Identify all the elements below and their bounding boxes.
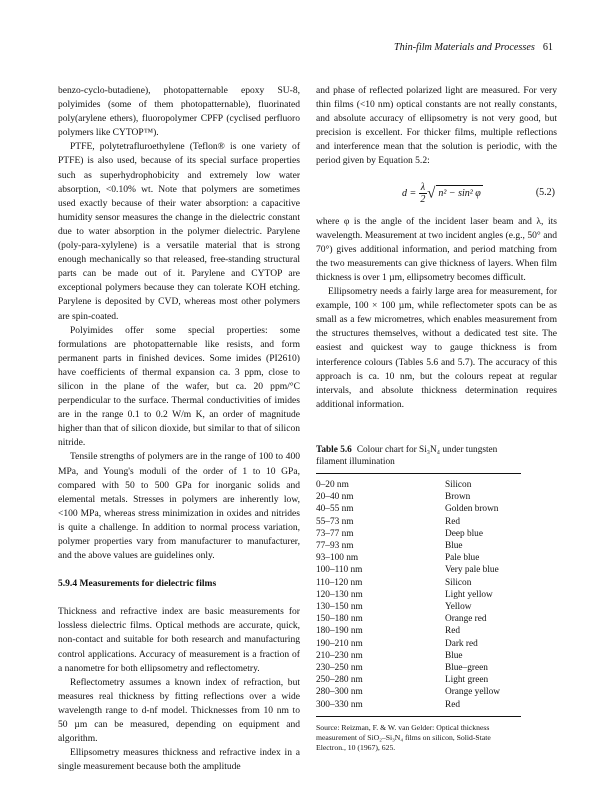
colour-cell: Silicon xyxy=(445,577,472,588)
table-caption-text: Colour chart for Si₃N₄ under tungsten filament illumination xyxy=(316,445,498,467)
thickness-cell: 55–73 nm xyxy=(316,516,354,527)
colour-cell: Brown xyxy=(445,492,471,503)
table-row xyxy=(316,503,521,515)
colour-cell: Orange red xyxy=(445,614,487,625)
paragraph: where φ is the angle of the incident laser beam and λ, its wavelength. Measurement at two incident angles (e.g., 50° and 70°) gives additional information, and period matching from the two measurements can give thickness of layers. When film thickness is over 1 µm, ellipsometry becomes difficult. xyxy=(316,215,557,283)
table-row xyxy=(316,540,521,552)
colour-cell: Very pale blue xyxy=(445,565,499,576)
thickness-cell: 210–230 nm xyxy=(316,650,363,661)
thickness-cell: 93–100 nm xyxy=(316,553,359,564)
thickness-cell: 73–77 nm xyxy=(316,528,354,539)
colour-cell: Blue xyxy=(445,541,463,552)
colour-cell: Yellow xyxy=(445,602,472,613)
table-row xyxy=(316,613,521,625)
paragraph: Ellipsometry needs a fairly large area for measurement, for example, 100 × 100 µm, while reflectometer spots can be as small as a few micrometres, which enables measurement from the structures themselves, without a dedicated test site. The easiest and quickest way to gauge thickness is from interference colours (Tables 5.6 and 5.7). The accuracy of this approach is ca. 10 nm, but the colours repeat at regular intervals, and absolute thickness determination requires additional information. xyxy=(316,286,557,410)
thickness-cell: 77–93 nm xyxy=(316,541,354,552)
running-title: Thin-film Materials and Processes xyxy=(393,42,535,53)
colour-cell: Red xyxy=(445,626,460,637)
thickness-cell: 0–20 nm xyxy=(316,480,349,490)
table-row xyxy=(316,686,521,698)
table-row xyxy=(316,528,521,540)
paragraph: and phase of reflected polarized light are measured. For very thin films (<10 nm) optical constants are not really constants, and absolute accuracy of ellipsometry is not very good, but precision is excellent. For thicker films, multiple reflections and interference mean that the solution is periodic, with the period given by Equation 5.2: xyxy=(316,85,557,167)
table-label: Table 5.6 xyxy=(316,445,352,455)
paragraph: Thickness and refractive index are basic measurements for lossless dielectric films. Optical methods are accurate, quick, non-contact and suitable for both research and manufacturing control applications. Accuracy of measurement is a fraction of a nanometre for both ellipsometry and reflectometry. xyxy=(58,606,300,674)
table-top-rule xyxy=(316,473,521,474)
colour-cell: Dark red xyxy=(445,638,478,649)
thickness-cell: 150–180 nm xyxy=(316,614,363,625)
table-5-6 xyxy=(316,444,521,753)
paragraph: benzo-cyclo-butadiene), photopatternable epoxy SU-8, polyimides (some of them photopatternable), fluorinated poly(arylene ethers), fluoropolymer CPFP (cyclised perfluoro polymers like CYTOP™). xyxy=(58,85,300,139)
colour-cell: Golden brown xyxy=(445,504,499,515)
table-row xyxy=(316,699,521,711)
colour-cell: Light yellow xyxy=(445,589,493,600)
table-row xyxy=(316,674,521,686)
table-row xyxy=(316,479,521,491)
colour-cell: Blue–green xyxy=(445,663,488,674)
table-row xyxy=(316,577,521,589)
table-row xyxy=(316,564,521,576)
table-row xyxy=(316,491,521,503)
thickness-cell: 190–210 nm xyxy=(316,638,363,649)
table-caption xyxy=(316,444,521,468)
equation-5-2 xyxy=(316,175,557,209)
thickness-cell: 40–55 nm xyxy=(316,504,354,515)
table-row xyxy=(316,662,521,674)
thickness-cell: 20–40 nm xyxy=(316,492,354,503)
table-row xyxy=(316,625,521,637)
left-column xyxy=(58,84,300,774)
paragraph: Reflectometry assumes a known index of refraction, but measures real thickness by fitting reflections over a wide wavelength range to d-nf model. Thicknesses from 10 nm to 50 µm can be measured, depending on equipment and algorithm. xyxy=(58,676,300,745)
thickness-cell: 250–280 nm xyxy=(316,675,363,686)
colour-cell: Deep blue xyxy=(445,528,483,539)
paragraph: Tensile strengths of polymers are in the range of 100 to 400 MPa, and Young's moduli of the order of 1 to 10 GPa, compared with 50 to 500 GPa for inorganic solids and elemental metals. Stresses in polymers are inherently low, <100 MPa, whereas stress minimization in oxides and nitrides is quite a challenge. In addition to normal process variation, polymer properties vary from manufacturer to manufacturer, and the above values are guidelines only. xyxy=(58,451,300,562)
thickness-cell: 130–150 nm xyxy=(316,602,363,613)
thickness-cell: 300–330 nm xyxy=(316,699,363,710)
table-row xyxy=(316,589,521,601)
section-heading: 5.9.4 Measurements for dielectric films xyxy=(58,578,217,590)
table-row xyxy=(316,650,521,662)
page-number: 61 xyxy=(542,42,553,53)
table-row xyxy=(316,601,521,613)
colour-cell: Pale blue xyxy=(445,553,480,564)
colour-cell: Red xyxy=(445,516,460,527)
table-row xyxy=(316,516,521,528)
equation-formula: d = $\frac{\lambda}{2}$ √ n² − sin² φ xyxy=(402,181,481,205)
table-source-note: Source: Reizman, F. & W. van Gelder: Optical thickness measurement of SiO₂–Si₃N₄ films on silicon, Solid-State Electron., 10 (1967), 625. xyxy=(316,722,491,752)
paragraph: Ellipsometry measures thickness and refractive index in a single measurement because both the amplitude xyxy=(58,747,300,773)
thickness-cell: 180–190 nm xyxy=(316,626,363,637)
equation-fraction: $\frac{\lambda}{2}$ xyxy=(420,181,426,205)
colour-cell: Blue xyxy=(445,650,463,661)
equation-radicand: n² − sin² φ xyxy=(436,185,482,201)
table-row xyxy=(316,638,521,650)
table-bottom-rule xyxy=(316,716,521,717)
colour-cell: Light green xyxy=(445,675,489,686)
colour-table xyxy=(316,479,521,711)
paragraph: PTFE, polytetrafluroethylene (Teflon® is one variety of PTFE) is also used, because of its special surface properties such as superhydrophobicity and extremely low water absorption, <0.10% wt. Note that polymers are sometimes used exactly because of their water absorption: a capacitive humidity sensor measures the change in the dielectric constant due to water absorption in the polymer dielectric. Parylene (poly-para-xylylene) is a versatile material that is strong enough mechanically so that released, free-standing structural parts can be made out of it. Parylene and CYTOP are exceptional polymers because they can tolerate KOH etching. Parylene is deposited by CVD, whereas most other polymers are spin-coated. xyxy=(58,141,300,322)
table-row xyxy=(316,552,521,564)
colour-cell: Orange yellow xyxy=(445,687,500,698)
thickness-cell: 280–300 nm xyxy=(316,687,363,698)
thickness-cell: 100–110 nm xyxy=(316,565,363,576)
running-header xyxy=(58,42,553,58)
thickness-cell: 110–120 nm xyxy=(316,577,363,588)
thickness-cell: 120–130 nm xyxy=(316,589,363,600)
paragraph: Polyimides offer some special properties: some formulations are photopatternable like resists, and form permanent parts in finished devices. Some imides (PI2610) have coefficients of thermal expansion ca. 3 ppm, close to silicon in the plane of the wafer, but ca. 20 ppm/°C perpendicular to the surface. Thermal conductivities of imides are in the range 0.1 to 0.2 W/m K, an order of magnitude higher than that of silicon dioxide, but similar to that of silicon nitride. xyxy=(58,324,300,449)
equation-number: (5.2) xyxy=(535,186,555,198)
colour-cell: Red xyxy=(445,699,460,710)
colour-cell: Silicon xyxy=(445,480,472,490)
thickness-cell: 230–250 nm xyxy=(316,663,363,674)
right-column xyxy=(316,84,557,412)
